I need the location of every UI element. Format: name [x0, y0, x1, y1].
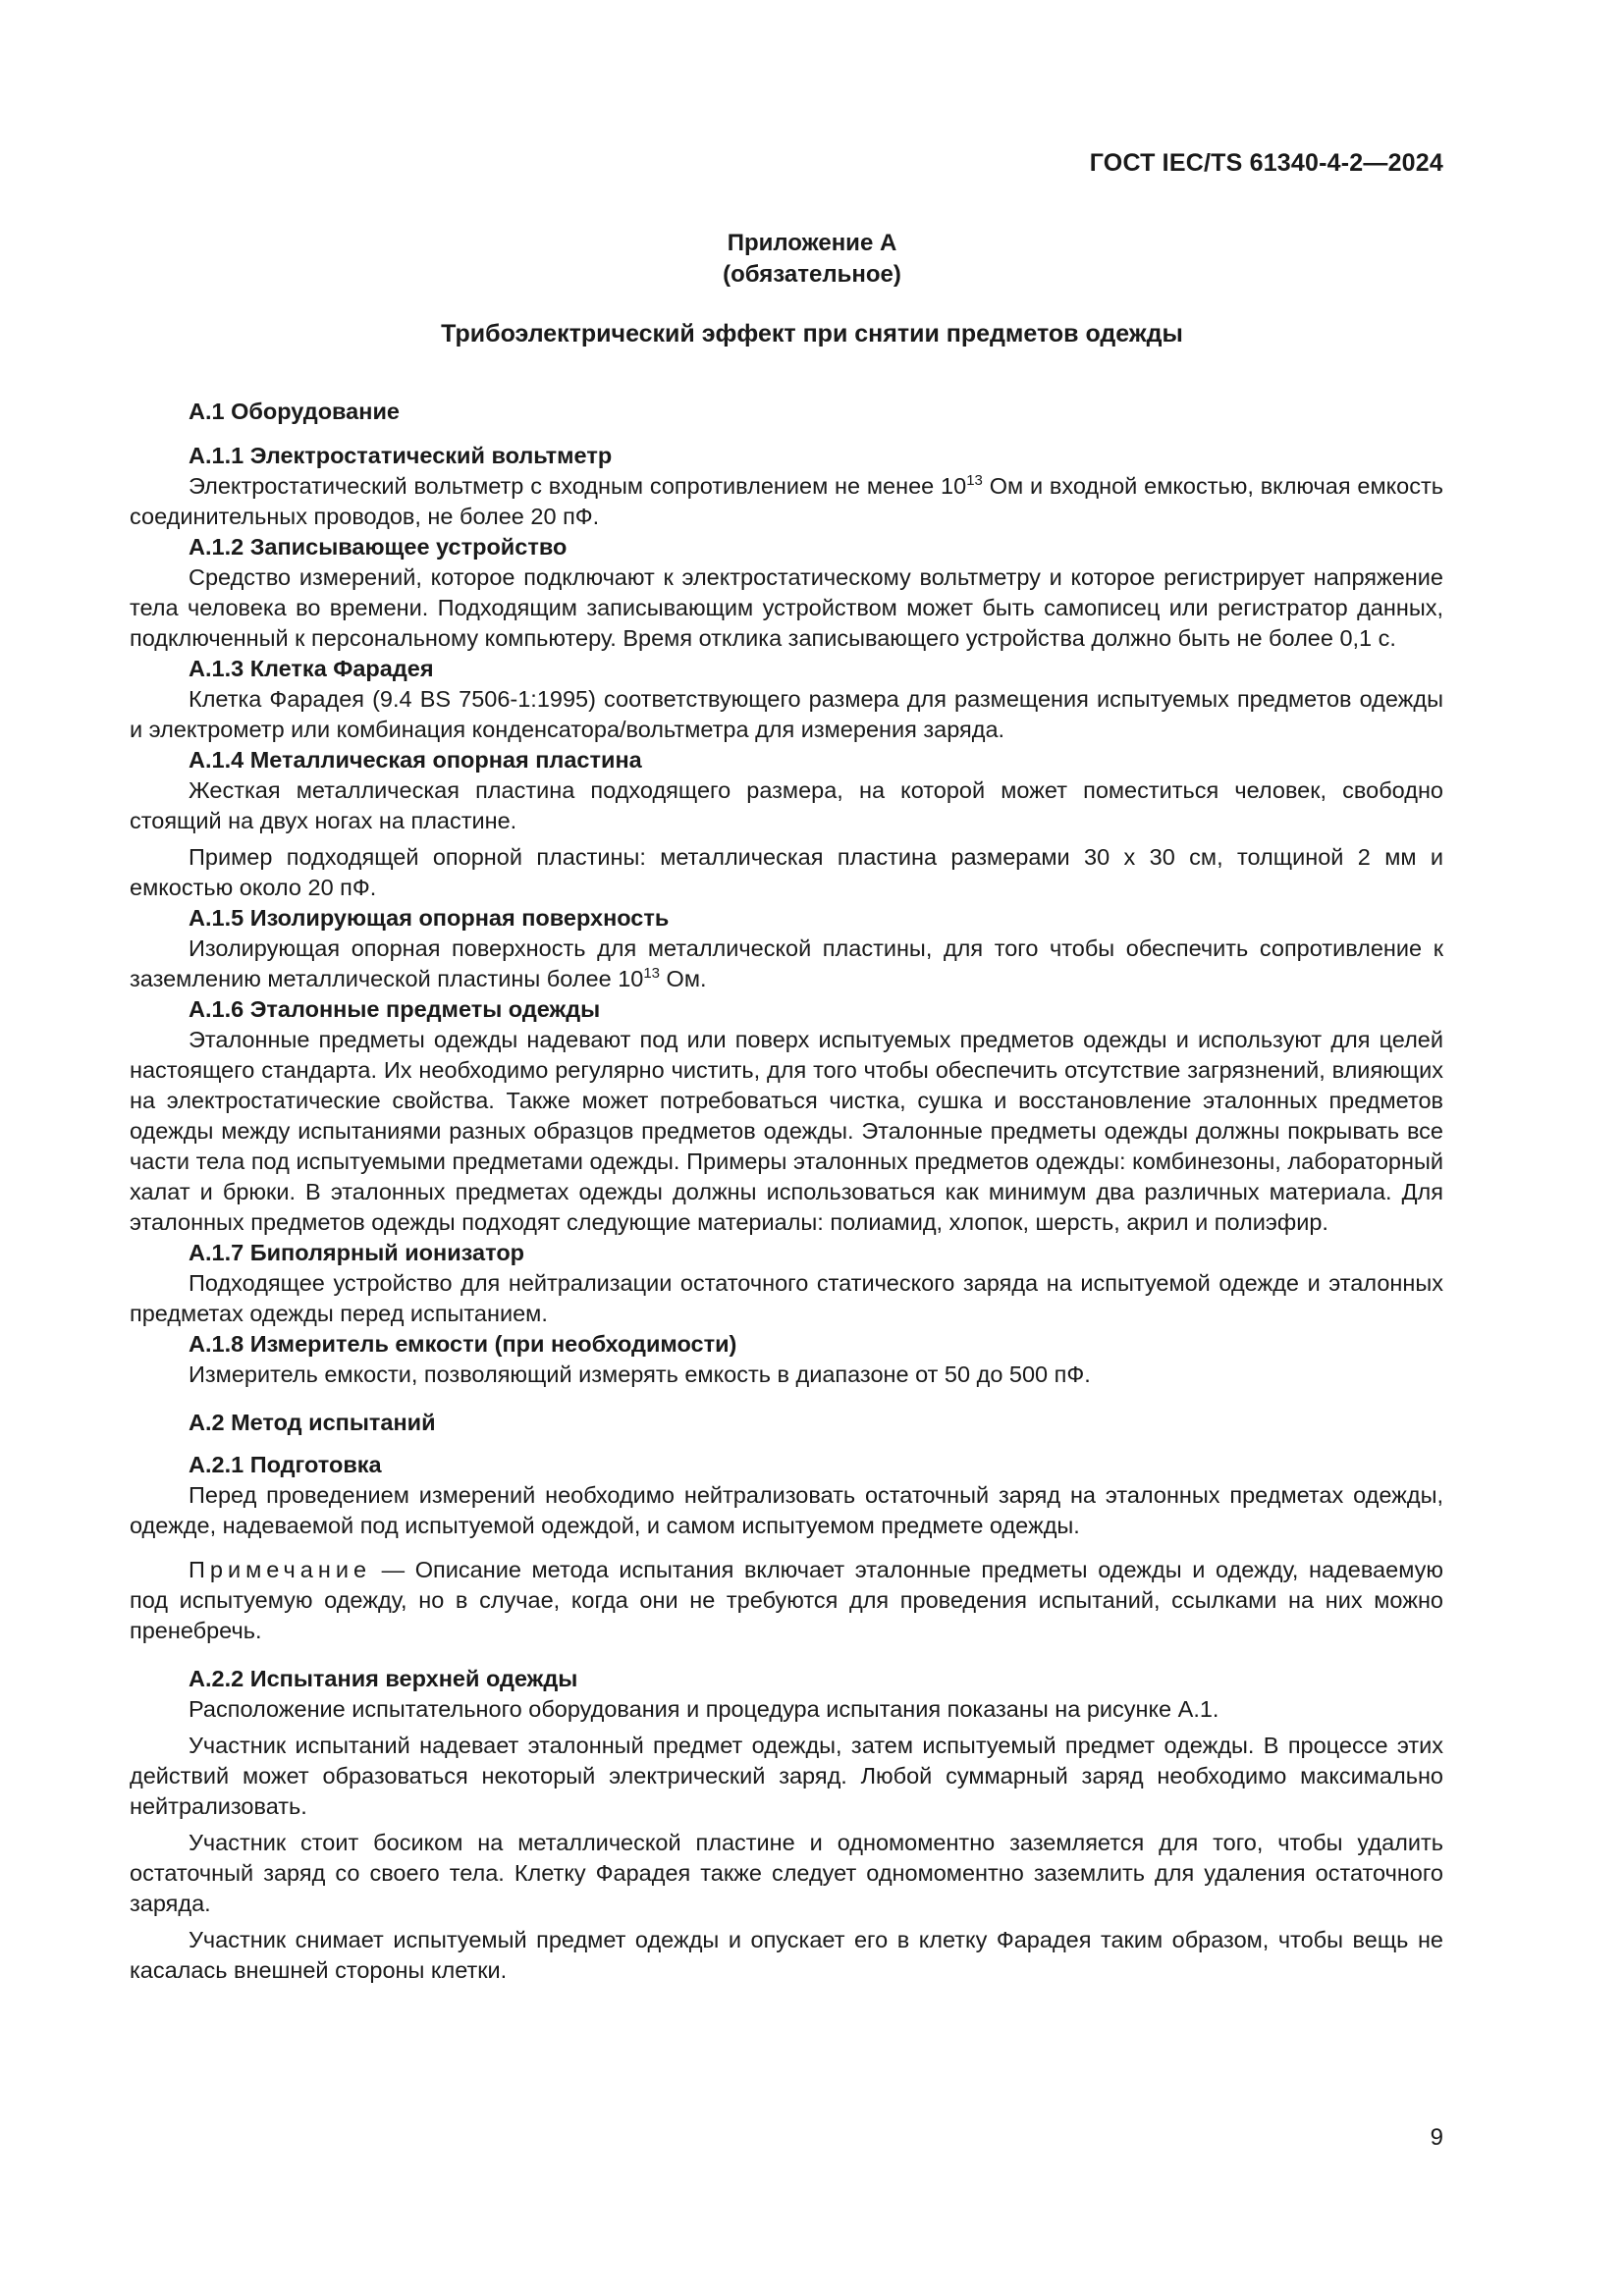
subsection-heading-a1-4: А.1.4 Металлическая опорная пластина: [189, 747, 642, 773]
note: [130, 1555, 1443, 1646]
subsection-heading-a1-5: А.1.5 Изолирующая опорная поверхность: [189, 905, 670, 931]
paragraph: Средство измерений, которое подключают к электростатическому вольтметру и которое регистрирует напряжение тела человека во времени. Подходящим записывающим устройством может быть самописец или регистратор данных, подключенный к персональному компьютеру. Время отклика записывающего устройства должно быть не более 0,1 с.: [130, 564, 1443, 651]
paragraph: Участник испытаний надевает эталонный предмет одежды, затем испытуемый предмет одежды. В процессе этих действий может образоваться некоторый электрический заряд. Любой суммарный заряд необходимо максимально нейтрализовать.: [130, 1733, 1443, 1819]
note-label: Примечание: [189, 1557, 372, 1582]
superscript: 13: [643, 965, 661, 982]
section-heading-a2: А.2 Метод испытаний: [189, 1410, 436, 1435]
subsection-heading-a1-8: А.1.8 Измеритель емкости (при необходимости): [189, 1331, 737, 1357]
page-number: 9: [1430, 2124, 1443, 2151]
paragraph: Пример подходящей опорной пластины: металлическая пластина размерами 30 х 30 см, толщиной 2 мм и емкостью около 20 пФ.: [130, 844, 1443, 900]
annex-title: Трибоэлектрический эффект при снятии предметов одежды: [441, 320, 1183, 347]
superscript: 13: [966, 472, 983, 489]
annex-label: [0, 228, 1624, 291]
paragraph: Клетка Фарадея (9.4 BS 7506-1:1995) соответствующего размера для размещения испытуемых предметов одежды и электрометр или комбинация конденсатора/вольтметра для измерения заряда.: [130, 686, 1443, 742]
paragraph: Жесткая металлическая пластина подходящего размера, на которой может поместиться человек, свободно стоящий на двух ногах на пластине.: [130, 777, 1443, 833]
annex-status: (обязательное): [723, 261, 901, 288]
subsection-heading-a2-1: А.2.1 Подготовка: [189, 1452, 382, 1477]
subsection-heading-a1-3: А.1.3 Клетка Фарадея: [189, 656, 434, 681]
subsection-heading-a1-1: А.1.1 Электростатический вольтметр: [189, 443, 613, 468]
paragraph: Эталонные предметы одежды надевают под или поверх испытуемых предметов одежды и используют для целей настоящего стандарта. Их необходимо регулярно чистить, для того чтобы обеспечить отсутствие загрязнений, влияющих на электростатические свойства. Также может потребоваться чистка, сушка и восстановление эталонных предметов одежды между испытаниями разных образцов предметов одежды. Эталонные предметы одежды должны покрывать все части тела под испытуемыми предметами одежды. Примеры эталонных предметов одежды: комбинезоны, лабораторный халат и брюки. В эталонных предметах одежды должны использоваться как минимум два различных материала. Для эталонных предметов одежды подходят следующие материалы: полиамид, хлопок, шерсть, акрил и полиэфир.: [130, 1027, 1443, 1235]
document-header: ГОСТ IEC/TS 61340-4-2—2024: [1089, 149, 1443, 177]
paragraph: Измеритель емкости, позволяющий измерять емкость в диапазоне от 50 до 500 пФ.: [189, 1362, 1091, 1387]
annex-name: Приложение А: [727, 230, 897, 256]
paragraph: Участник стоит босиком на металлической пластине и одномоментно заземляется для того, чтобы удалить остаточный заряд со своего тела. Клетку Фарадея также следует одномоментно заземлить для удаления остаточного заряда.: [130, 1830, 1443, 1916]
paragraph: Перед проведением измерений необходимо нейтрализовать остаточный заряд на эталонных предметах одежды, одежде, надеваемой под испытуемой одеждой, и самом испытуемом предмете одежды.: [130, 1482, 1443, 1538]
subsection-heading-a1-6: А.1.6 Эталонные предметы одежды: [189, 996, 601, 1022]
paragraph: Подходящее устройство для нейтрализации остаточного статического заряда на испытуемой одежде и эталонных предметах одежды перед испытанием.: [130, 1270, 1443, 1326]
paragraph: Электростатический вольтметр с входным сопротивлением не менее $10^{13}$ Ом и входной емкостью, включая емкость соединительных проводов, не более 20 пФ.: [130, 472, 1443, 529]
paragraph: Участник снимает испытуемый предмет одежды и опускает его в клетку Фарадея таким образом, чтобы вещь не касалась внешней стороны клетки.: [130, 1927, 1443, 1983]
document-body: [130, 397, 1443, 1986]
subsection-heading-a2-2: А.2.2 Испытания верхней одежды: [189, 1666, 578, 1691]
subsection-heading-a1-7: А.1.7 Биполярный ионизатор: [189, 1240, 525, 1265]
paragraph: Расположение испытательного оборудования и процедура испытания показаны на рисунке А.1.: [189, 1696, 1219, 1722]
section-heading-a1: А.1 Оборудование: [189, 399, 400, 424]
note-text: — Описание метода испытания включает эталонные предметы одежды и одежду, надеваемую под испытуемую одежду, но в случае, когда они не требуются для проведения испытаний, ссылками на них можно пренебречь.: [130, 1557, 1443, 1643]
paragraph: Изолирующая опорная поверхность для металлической пластины, для того чтобы обеспечить сопротивление к заземлению металлической пластины более $10^{13}$ Ом.: [130, 935, 1443, 991]
subsection-heading-a1-2: А.1.2 Записывающее устройство: [189, 534, 568, 560]
